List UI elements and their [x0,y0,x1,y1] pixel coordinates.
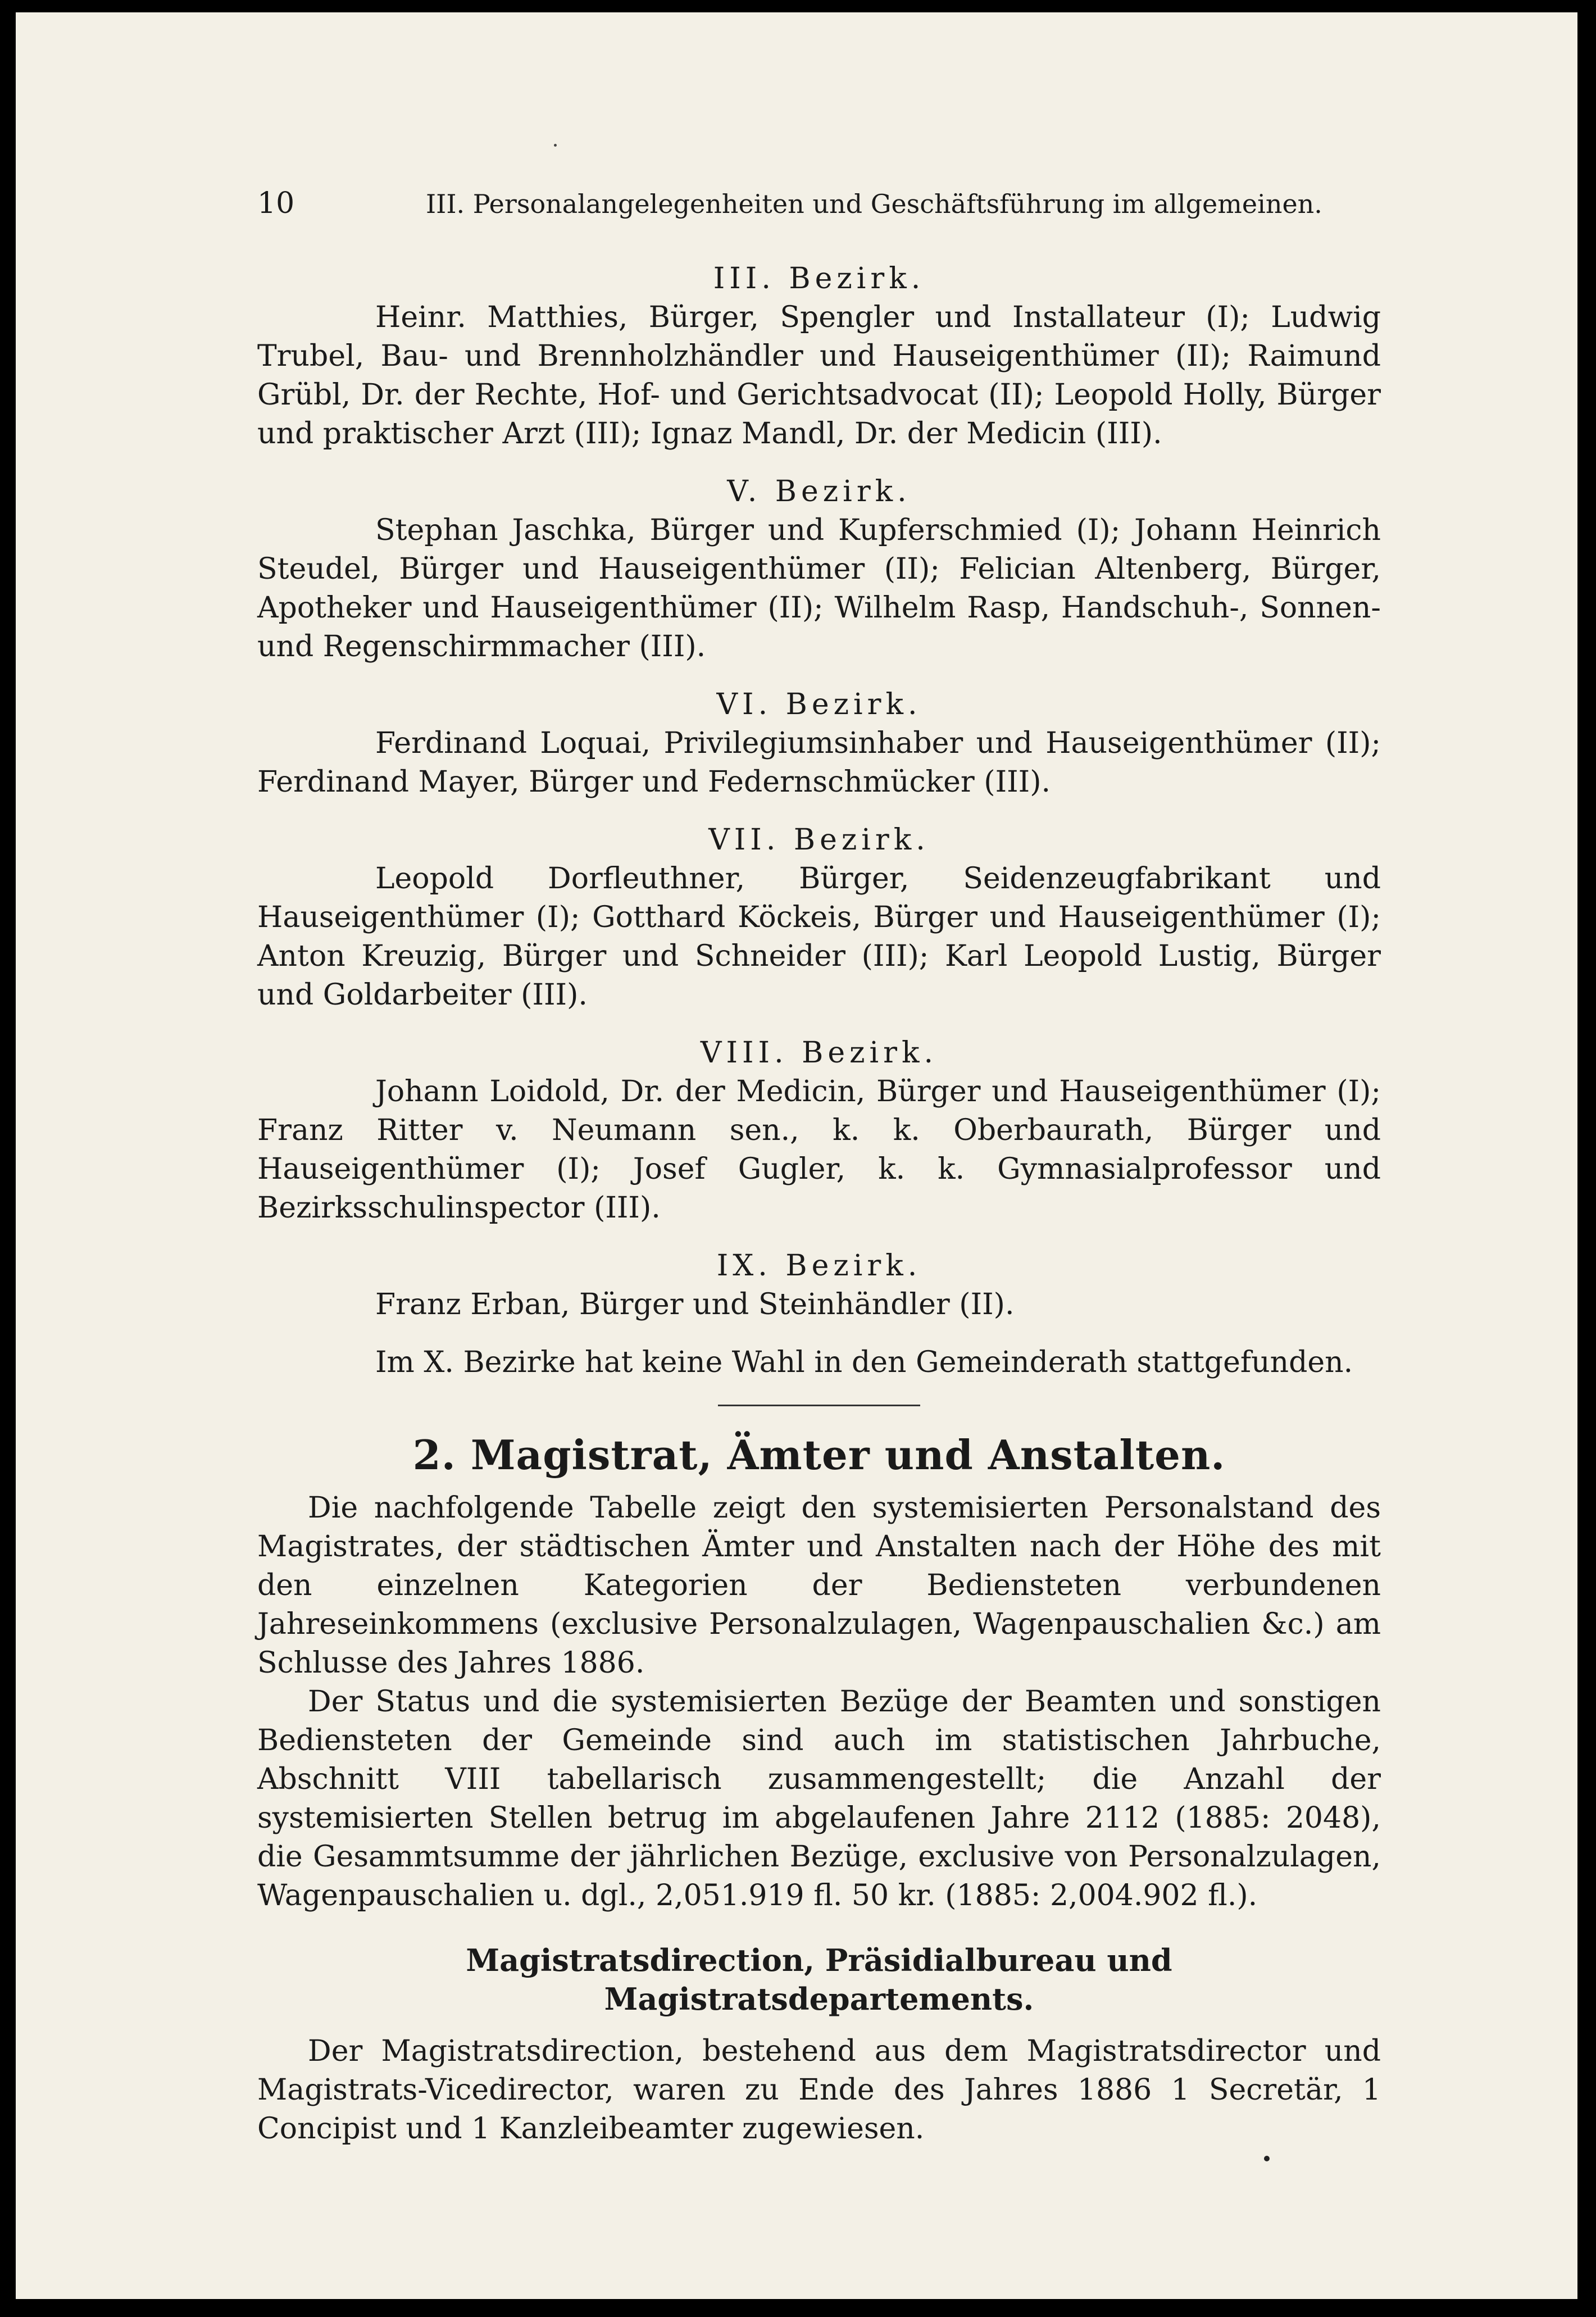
page-content [257,260,1381,2148]
subsection-paragraph: Der Magistratsdirection, bestehend aus dem Magistratsdirector und Magistrats-Vicedirector, waren zu Ende des Jahres 1886 1 Secretär, 1 Concipist und 1 Kanzleibeamter zugewiesen. [257,2034,1381,2146]
district-block [257,260,1381,453]
district-heading: VII. Bezirk. [708,823,930,857]
section-divider [718,1405,920,1406]
district-heading: V. Bezirk. [727,475,911,508]
no-election-note: Im X. Bezirke hat keine Wahl in den Gemeinderath stattgefunden. [375,1346,1353,1379]
district-heading: IX. Bezirk. [716,1249,922,1283]
district-text: Leopold Dorfleuthner, Bürger, Seidenzeugfabrikant und Hauseigenthümer (I); Gotthard Köckeis, Bürger und Hauseigenthümer (I); Anton Kreuzig, Bürger und Schneider (III); Karl Leopold Lustig, Bürger und Goldarbeiter (III). [257,862,1381,1012]
scanned-page [16,12,1577,2299]
district-block [257,685,1381,802]
section-title: 2. Magistrat, Ämter und Anstalten. [412,1431,1226,1479]
district-text: Heinr. Matthies, Bürger, Spengler und Installateur (I); Ludwig Trubel, Bau- und Brennholzhändler und Hauseigenthümer (II); Raimund Grübl, Dr. der Rechte, Hof- und Gerichtsadvocat (II); Leopold Holly, Bürger und praktischer Arzt (III); Ignaz Mandl, Dr. der Medicin (III). [257,301,1381,451]
district-block [257,821,1381,1015]
running-title: III. Personalangelegenheiten und Geschäftsführung im allgemeinen. [426,189,1322,219]
district-block [257,1247,1381,1324]
section-paragraph: Der Status und die systemisierten Bezüge der Beamten und sonstigen Bediensteten der Gemeinde sind auch im statistischen Jahrbuche, Abschnitt VIII tabellarisch zusammengestellt; die Anzahl der systemisierten Stellen betrug im abgelaufenen Jahre 2112 (1885: 2048), die Gesammtsumme der jährlichen Bezüge, exclusive von Personalzulagen, Wagenpauschalien u. dgl., 2,051.919 fl. 50 kr. (1885: 2,004.902 fl.). [257,1685,1381,1912]
district-text: Ferdinand Loquai, Privilegiumsinhaber und Hauseigenthümer (II); Ferdinand Mayer, Bürger und Federnschmücker (III). [257,726,1381,799]
district-heading: VI. Bezirk. [716,688,922,721]
district-block [257,473,1381,666]
speck [554,144,557,147]
district-text: Franz Erban, Bürger und Steinhändler (II). [375,1288,1015,1321]
district-heading: VIII. Bezirk. [700,1036,938,1070]
subsection-heading: Magistratsdirection, Präsidialbureau und Magistratsdepartements. [466,1942,1172,2017]
district-heading: III. Bezirk. [713,262,925,296]
district-text: Stephan Jaschka, Bürger und Kupferschmied (I); Johann Heinrich Steudel, Bürger und Hauseigenthümer (II); Felician Altenberg, Bürger, Apotheker und Hauseigenthümer (II); Wilhelm Rasp, Handschuh-, Sonnen- und Regenschirmmacher (III). [257,514,1381,664]
section-paragraph: Die nachfolgende Tabelle zeigt den systemisierten Personalstand des Magistrates, der städtischen Ämter und Anstalten nach der Höhe des mit den einzelnen Kategorien der Bediensteten verbundenen Jahreseinkommens (exclusive Personalzulagen, Wagenpauschalien &c.) am Schlusse des Jahres 1886. [257,1491,1381,1680]
district-block [257,1034,1381,1228]
page-number: 10 [257,187,295,220]
district-text: Johann Loidold, Dr. der Medicin, Bürger und Hauseigenthümer (I); Franz Ritter v. Neumann sen., k. k. Oberbaurath, Bürger und Hauseigenthümer (I); Josef Gugler, k. k. Gymnasialprofessor und Bezirksschulinspector (III). [257,1075,1381,1225]
speck [1264,2156,1270,2161]
